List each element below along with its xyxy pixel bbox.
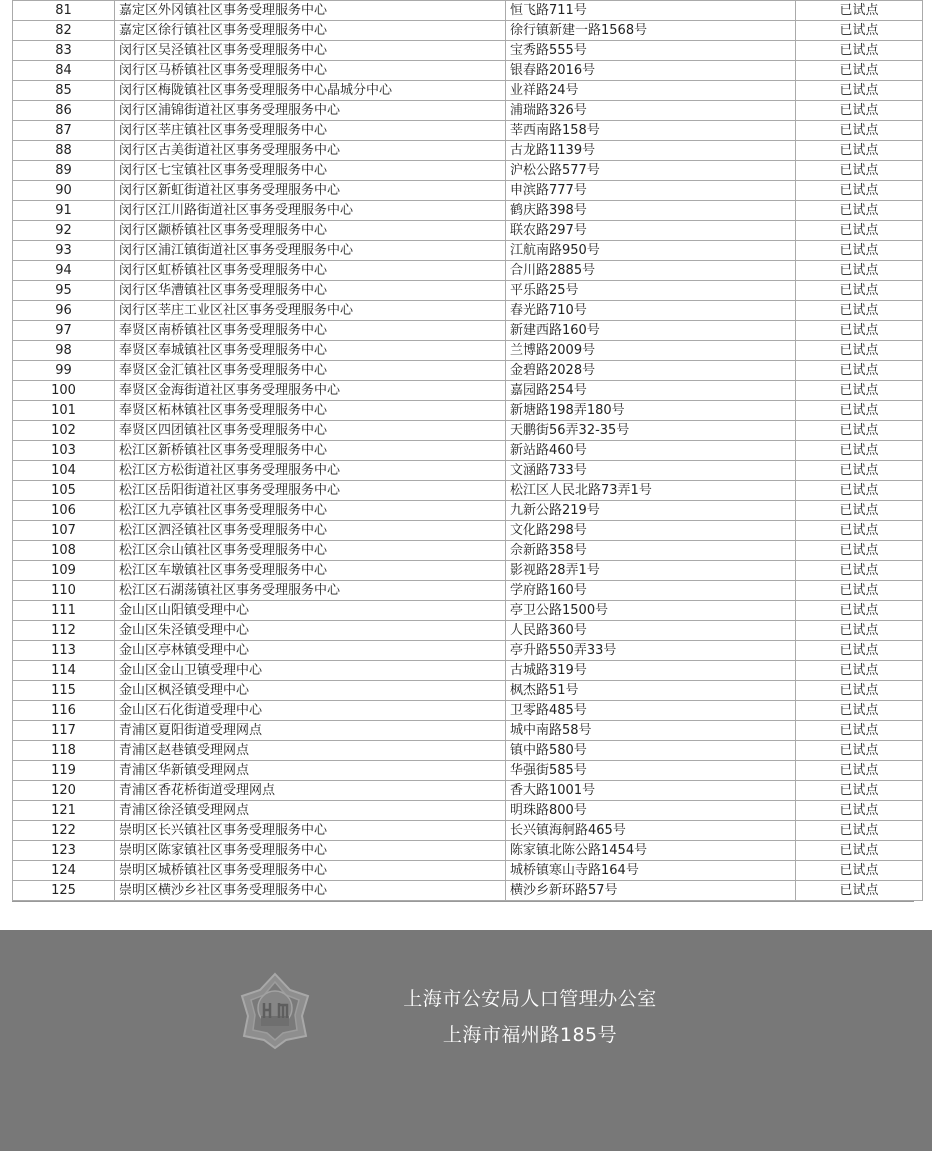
center-name: 松江区方松街道社区事务受理服务中心 — [115, 461, 506, 481]
center-address: 业祥路24号 — [506, 81, 796, 101]
pilot-status: 已试点 — [796, 561, 923, 581]
center-name: 松江区石湖荡镇社区事务受理服务中心 — [115, 581, 506, 601]
center-address: 华强街585号 — [506, 761, 796, 781]
pilot-status: 已试点 — [796, 381, 923, 401]
center-name: 崇明区横沙乡社区事务受理服务中心 — [115, 881, 506, 901]
pilot-status: 已试点 — [796, 841, 923, 861]
center-address: 城桥镇寒山寺路164号 — [506, 861, 796, 881]
pilot-status: 已试点 — [796, 281, 923, 301]
footer-bottom-strip — [0, 1151, 932, 1171]
pilot-status: 已试点 — [796, 541, 923, 561]
center-name: 金山区山阳镇受理中心 — [115, 601, 506, 621]
center-address: 春光路710号 — [506, 301, 796, 321]
center-name: 青浦区香花桥街道受理网点 — [115, 781, 506, 801]
center-address: 长兴镇海舸路465号 — [506, 821, 796, 841]
row-number: 122 — [13, 821, 115, 841]
table-row — [13, 201, 923, 221]
table-row — [13, 161, 923, 181]
pilot-status: 已试点 — [796, 221, 923, 241]
center-name: 闵行区马桥镇社区事务受理服务中心 — [115, 61, 506, 81]
center-address: 嘉园路254号 — [506, 381, 796, 401]
center-address: 古龙路1139号 — [506, 141, 796, 161]
pilot-status: 已试点 — [796, 781, 923, 801]
row-number: 99 — [13, 361, 115, 381]
center-address: 联农路297号 — [506, 221, 796, 241]
row-number: 119 — [13, 761, 115, 781]
center-address: 佘新路358号 — [506, 541, 796, 561]
center-address: 新建西路160号 — [506, 321, 796, 341]
center-name: 嘉定区外冈镇社区事务受理服务中心 — [115, 1, 506, 21]
pilot-status: 已试点 — [796, 141, 923, 161]
center-address: 镇中路580号 — [506, 741, 796, 761]
center-name: 青浦区华新镇受理网点 — [115, 761, 506, 781]
center-address: 新塘路198弄180号 — [506, 401, 796, 421]
pilot-status: 已试点 — [796, 401, 923, 421]
table-body — [13, 1, 923, 901]
pilot-status: 已试点 — [796, 681, 923, 701]
pilot-status: 已试点 — [796, 661, 923, 681]
pilot-status: 已试点 — [796, 621, 923, 641]
row-number: 108 — [13, 541, 115, 561]
center-name: 松江区九亭镇社区事务受理服务中心 — [115, 501, 506, 521]
row-number: 103 — [13, 441, 115, 461]
pilot-status: 已试点 — [796, 361, 923, 381]
table-row — [13, 841, 923, 861]
center-address: 城中南路58号 — [506, 721, 796, 741]
center-address: 陈家镇北陈公路1454号 — [506, 841, 796, 861]
center-name: 金山区枫泾镇受理中心 — [115, 681, 506, 701]
center-address: 平乐路25号 — [506, 281, 796, 301]
table-row — [13, 41, 923, 61]
table-row — [13, 381, 923, 401]
center-name: 青浦区徐泾镇受理网点 — [115, 801, 506, 821]
center-name: 闵行区梅陇镇社区事务受理服务中心晶城分中心 — [115, 81, 506, 101]
center-address: 申滨路777号 — [506, 181, 796, 201]
table-row — [13, 781, 923, 801]
center-address: 合川路2885号 — [506, 261, 796, 281]
table-row — [13, 1, 923, 21]
table-row — [13, 621, 923, 641]
table-row — [13, 641, 923, 661]
center-name: 闵行区吴泾镇社区事务受理服务中心 — [115, 41, 506, 61]
row-number: 92 — [13, 221, 115, 241]
table-row — [13, 681, 923, 701]
row-number: 87 — [13, 121, 115, 141]
center-name: 青浦区赵巷镇受理网点 — [115, 741, 506, 761]
pilot-status: 已试点 — [796, 761, 923, 781]
table-row — [13, 441, 923, 461]
table-row — [13, 221, 923, 241]
center-name: 松江区岳阳街道社区事务受理服务中心 — [115, 481, 506, 501]
table-row — [13, 421, 923, 441]
pilot-status: 已试点 — [796, 341, 923, 361]
pilot-status: 已试点 — [796, 101, 923, 121]
pilot-status: 已试点 — [796, 21, 923, 41]
row-number: 91 — [13, 201, 115, 221]
row-number: 88 — [13, 141, 115, 161]
pilot-status: 已试点 — [796, 201, 923, 221]
center-address: 江航南路950号 — [506, 241, 796, 261]
service-center-table — [12, 0, 923, 901]
pilot-status: 已试点 — [796, 121, 923, 141]
footer-office-name: 上海市公安局人口管理办公室 — [403, 988, 657, 1010]
center-address: 枫杰路51号 — [506, 681, 796, 701]
center-name: 崇明区陈家镇社区事务受理服务中心 — [115, 841, 506, 861]
center-name: 闵行区颛桥镇社区事务受理服务中心 — [115, 221, 506, 241]
center-name: 金山区朱泾镇受理中心 — [115, 621, 506, 641]
row-number: 105 — [13, 481, 115, 501]
table-row — [13, 401, 923, 421]
center-address: 新站路460号 — [506, 441, 796, 461]
center-name: 闵行区莘庄工业区社区事务受理服务中心 — [115, 301, 506, 321]
row-number: 104 — [13, 461, 115, 481]
table-row — [13, 81, 923, 101]
center-name: 青浦区夏阳街道受理网点 — [115, 721, 506, 741]
pilot-status: 已试点 — [796, 801, 923, 821]
center-name: 奉贤区金汇镇社区事务受理服务中心 — [115, 361, 506, 381]
table-row — [13, 761, 923, 781]
center-name: 崇明区城桥镇社区事务受理服务中心 — [115, 861, 506, 881]
table-row — [13, 241, 923, 261]
pilot-status: 已试点 — [796, 701, 923, 721]
pilot-status: 已试点 — [796, 81, 923, 101]
pilot-status: 已试点 — [796, 421, 923, 441]
table-row — [13, 521, 923, 541]
row-number: 98 — [13, 341, 115, 361]
center-name: 金山区石化街道受理中心 — [115, 701, 506, 721]
center-address: 银春路2016号 — [506, 61, 796, 81]
pilot-status: 已试点 — [796, 321, 923, 341]
row-number: 83 — [13, 41, 115, 61]
pilot-status: 已试点 — [796, 881, 923, 901]
center-address: 影视路28弄1号 — [506, 561, 796, 581]
row-number: 82 — [13, 21, 115, 41]
center-name: 闵行区江川路街道社区事务受理服务中心 — [115, 201, 506, 221]
center-address: 沪松公路577号 — [506, 161, 796, 181]
row-number: 107 — [13, 521, 115, 541]
center-name: 闵行区浦江镇街道社区事务受理服务中心 — [115, 241, 506, 261]
center-name: 嘉定区徐行镇社区事务受理服务中心 — [115, 21, 506, 41]
center-address: 横沙乡新环路57号 — [506, 881, 796, 901]
table-row — [13, 821, 923, 841]
center-address: 亭升路550弄33号 — [506, 641, 796, 661]
row-number: 112 — [13, 621, 115, 641]
center-name: 松江区泗泾镇社区事务受理服务中心 — [115, 521, 506, 541]
center-address: 金碧路2028号 — [506, 361, 796, 381]
center-address: 明珠路800号 — [506, 801, 796, 821]
table-row — [13, 541, 923, 561]
row-number: 120 — [13, 781, 115, 801]
center-address: 浦瑞路326号 — [506, 101, 796, 121]
center-name: 金山区金山卫镇受理中心 — [115, 661, 506, 681]
table-row — [13, 561, 923, 581]
center-name: 松江区车墩镇社区事务受理服务中心 — [115, 561, 506, 581]
row-number: 81 — [13, 1, 115, 21]
row-number: 97 — [13, 321, 115, 341]
center-name: 奉贤区奉城镇社区事务受理服务中心 — [115, 341, 506, 361]
center-name: 闵行区七宝镇社区事务受理服务中心 — [115, 161, 506, 181]
center-address: 天鹏街56弄32-35号 — [506, 421, 796, 441]
table-row — [13, 301, 923, 321]
center-name: 松江区佘山镇社区事务受理服务中心 — [115, 541, 506, 561]
center-address: 鹤庆路398号 — [506, 201, 796, 221]
table-row — [13, 661, 923, 681]
table-row — [13, 361, 923, 381]
center-address: 文化路298号 — [506, 521, 796, 541]
pilot-status: 已试点 — [796, 821, 923, 841]
row-number: 86 — [13, 101, 115, 121]
center-address: 香大路1001号 — [506, 781, 796, 801]
row-number: 118 — [13, 741, 115, 761]
pilot-status: 已试点 — [796, 641, 923, 661]
footer-banner — [0, 930, 932, 1171]
row-number: 96 — [13, 301, 115, 321]
center-name: 闵行区虹桥镇社区事务受理服务中心 — [115, 261, 506, 281]
center-address: 亭卫公路1500号 — [506, 601, 796, 621]
table-row — [13, 141, 923, 161]
center-name: 奉贤区柘林镇社区事务受理服务中心 — [115, 401, 506, 421]
row-number: 84 — [13, 61, 115, 81]
row-number: 95 — [13, 281, 115, 301]
row-number: 116 — [13, 701, 115, 721]
row-number: 101 — [13, 401, 115, 421]
center-name: 奉贤区南桥镇社区事务受理服务中心 — [115, 321, 506, 341]
footer-address: 上海市福州路185号 — [442, 1024, 618, 1046]
table-row — [13, 61, 923, 81]
pilot-status: 已试点 — [796, 41, 923, 61]
center-address: 松江区人民北路73弄1号 — [506, 481, 796, 501]
pilot-status: 已试点 — [796, 181, 923, 201]
center-name: 松江区新桥镇社区事务受理服务中心 — [115, 441, 506, 461]
row-number: 124 — [13, 861, 115, 881]
row-number: 110 — [13, 581, 115, 601]
center-address: 兰博路2009号 — [506, 341, 796, 361]
row-number: 109 — [13, 561, 115, 581]
table-row — [13, 581, 923, 601]
table-row — [13, 741, 923, 761]
table-row — [13, 21, 923, 41]
row-number: 85 — [13, 81, 115, 101]
row-number: 100 — [13, 381, 115, 401]
table-row — [13, 321, 923, 341]
table-row — [13, 121, 923, 141]
table-row — [13, 461, 923, 481]
row-number: 117 — [13, 721, 115, 741]
row-number: 106 — [13, 501, 115, 521]
pilot-status: 已试点 — [796, 1, 923, 21]
row-number: 115 — [13, 681, 115, 701]
row-number: 114 — [13, 661, 115, 681]
center-address: 学府路160号 — [506, 581, 796, 601]
table-row — [13, 101, 923, 121]
table-row — [13, 601, 923, 621]
table-row — [13, 481, 923, 501]
table-row — [13, 881, 923, 901]
row-number: 90 — [13, 181, 115, 201]
center-address: 人民路360号 — [506, 621, 796, 641]
row-number: 121 — [13, 801, 115, 821]
row-number: 93 — [13, 241, 115, 261]
table-row — [13, 501, 923, 521]
center-name: 闵行区华漕镇社区事务受理服务中心 — [115, 281, 506, 301]
pilot-status: 已试点 — [796, 461, 923, 481]
pilot-status: 已试点 — [796, 861, 923, 881]
center-address: 古城路319号 — [506, 661, 796, 681]
row-number: 102 — [13, 421, 115, 441]
row-number: 89 — [13, 161, 115, 181]
table-row — [13, 861, 923, 881]
center-address: 宝秀路555号 — [506, 41, 796, 61]
pilot-status: 已试点 — [796, 441, 923, 461]
center-name: 奉贤区金海街道社区事务受理服务中心 — [115, 381, 506, 401]
pilot-status: 已试点 — [796, 601, 923, 621]
police-emblem-icon — [234, 970, 316, 1050]
data-table-container — [12, 0, 914, 902]
pilot-status: 已试点 — [796, 481, 923, 501]
table-row — [13, 341, 923, 361]
row-number: 113 — [13, 641, 115, 661]
row-number: 94 — [13, 261, 115, 281]
center-name: 闵行区古美街道社区事务受理服务中心 — [115, 141, 506, 161]
row-number: 123 — [13, 841, 115, 861]
pilot-status: 已试点 — [796, 261, 923, 281]
center-address: 莘西南路158号 — [506, 121, 796, 141]
center-name: 金山区亭林镇受理中心 — [115, 641, 506, 661]
center-address: 徐行镇新建一路1568号 — [506, 21, 796, 41]
pilot-status: 已试点 — [796, 241, 923, 261]
row-number: 125 — [13, 881, 115, 901]
center-name: 闵行区浦锦街道社区事务受理服务中心 — [115, 101, 506, 121]
pilot-status: 已试点 — [796, 501, 923, 521]
table-row — [13, 281, 923, 301]
center-name: 闵行区莘庄镇社区事务受理服务中心 — [115, 121, 506, 141]
pilot-status: 已试点 — [796, 721, 923, 741]
center-address: 九新公路219号 — [506, 501, 796, 521]
table-row — [13, 801, 923, 821]
pilot-status: 已试点 — [796, 741, 923, 761]
pilot-status: 已试点 — [796, 161, 923, 181]
center-name: 奉贤区四团镇社区事务受理服务中心 — [115, 421, 506, 441]
center-address: 文涵路733号 — [506, 461, 796, 481]
center-name: 闵行区新虹街道社区事务受理服务中心 — [115, 181, 506, 201]
table-row — [13, 721, 923, 741]
row-number: 111 — [13, 601, 115, 621]
table-row — [13, 701, 923, 721]
pilot-status: 已试点 — [796, 521, 923, 541]
center-address: 恒飞路711号 — [506, 1, 796, 21]
pilot-status: 已试点 — [796, 61, 923, 81]
center-name: 崇明区长兴镇社区事务受理服务中心 — [115, 821, 506, 841]
table-row — [13, 261, 923, 281]
center-address: 卫零路485号 — [506, 701, 796, 721]
table-row — [13, 181, 923, 201]
pilot-status: 已试点 — [796, 301, 923, 321]
pilot-status: 已试点 — [796, 581, 923, 601]
